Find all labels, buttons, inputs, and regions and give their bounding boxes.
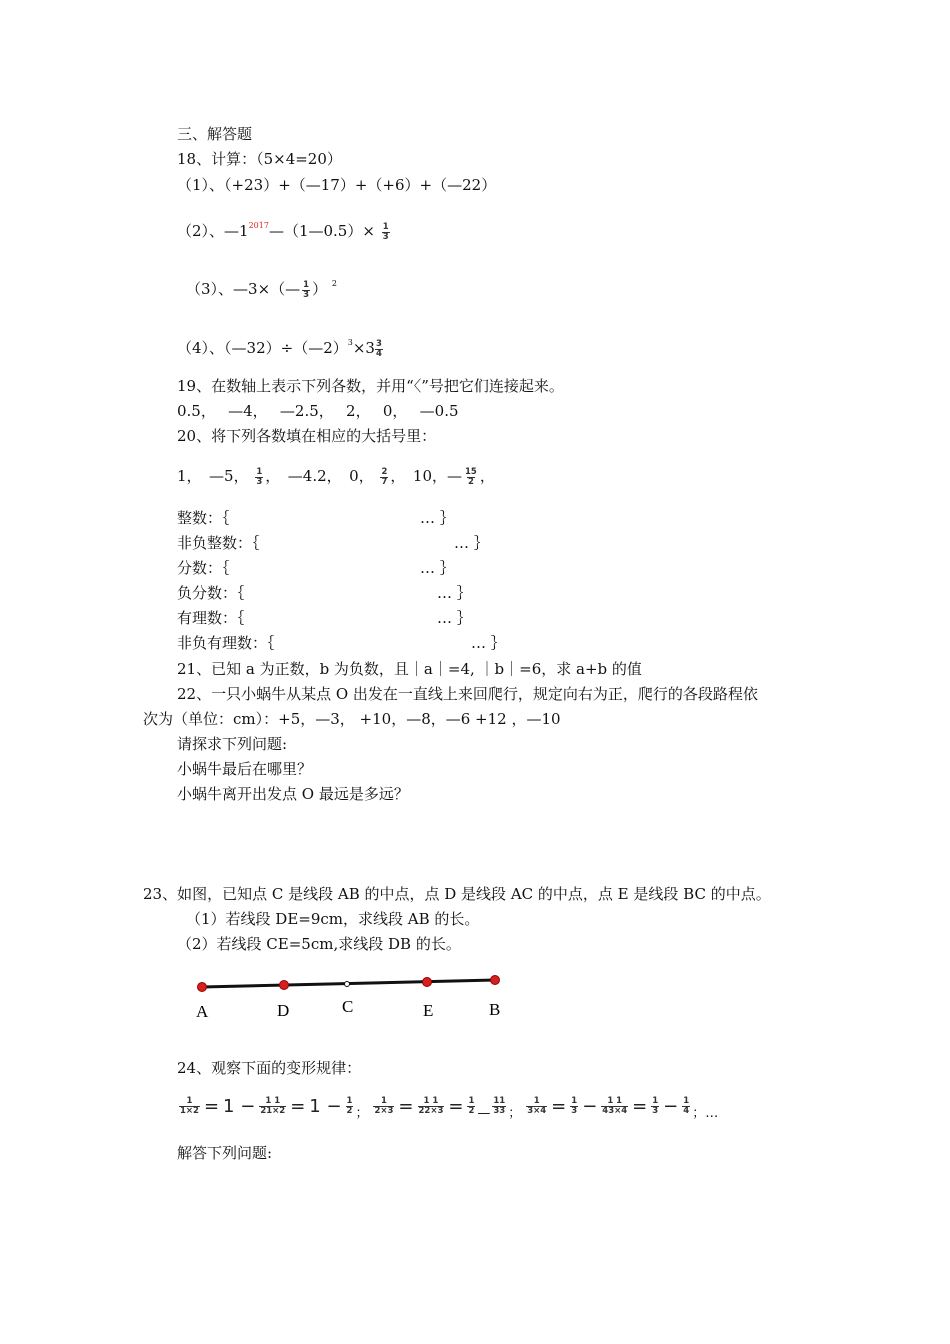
q20-text: 20、将下列各数填在相应的大括号里： [177, 427, 437, 445]
fraction: $\frac{15}{2}$ [465, 466, 477, 487]
q22-line2: 次为（单位：cm）：+5，—3， +10，—8，—6 +12 ，—10 [143, 710, 561, 728]
point-d [280, 981, 289, 990]
q19-numbers: 0.5， —4， —2.5， 2， 0， —0.5 [177, 402, 459, 420]
fraction: $\frac{1}{3}$ [303, 279, 310, 300]
fraction: $\frac{3}{4}$ [375, 338, 382, 359]
q24-equations: $\frac{1}{1\times 2}$ = 1 − $\frac{1 1}{21\times 2}$ = 1 − $\frac{1}{2}$ ； $\frac{1}{2\times 3}$ = $\frac{1 1}{22\times 3}$ = $\frac{1}{2}$ — $\frac{11}{33}$ ； $\frac{1}{3\times 4}$ = $\frac{1}{3}$ − $\frac{1 1}{43\times 4}$ = $\frac{1}{3}$ − $\frac{1}{4}$ ；… [180, 1096, 719, 1121]
fraction: $\frac{1}{3}$ [382, 221, 389, 242]
set-neg-fractions: 负分数：｛ … ｝ [177, 584, 472, 602]
fraction: $\frac{11}{33}$ [493, 1096, 506, 1116]
label-b: B [489, 1000, 501, 1019]
q21-text: 21、已知 a 为正数，b 为负数，且｜a｜=4, ｜b｜=6，求 a+b 的值 [177, 660, 642, 678]
label-d: D [277, 1001, 290, 1020]
fraction: $\frac{1}{1\times 2}$ [180, 1096, 199, 1116]
point-c [345, 982, 350, 987]
fraction: $\frac{1}{3}$ [256, 466, 263, 487]
set-fractions: 分数：｛ … ｝ [177, 559, 455, 577]
fraction: $\frac{1}{2}$ [346, 1096, 353, 1116]
fraction: $\frac{1 1}{21\times 2}$ [260, 1096, 286, 1116]
point-b [491, 976, 500, 985]
set-rationals: 有理数：｛ … ｝ [177, 609, 472, 627]
q23-line3: （2）若线段 CE=5cm,求线段 DB 的长。 [177, 935, 461, 953]
q23-line1: 23、如图，已知点 C 是线段 AB 的中点，点 D 是线段 AC 的中点，点 E 是线段 BC 的中点。 [143, 885, 771, 903]
set-nonneg-rationals: 非负有理数：｛ … ｝ [177, 634, 506, 652]
label-a: A [196, 1002, 209, 1021]
q18-part3: （3）、—3×（— $\frac{1}{3}$ ） $^2$ [186, 279, 337, 300]
q18-heading: 18、计算：（5×4=20） [177, 150, 342, 168]
q22-line1: 22、一只小蜗牛从某点 O 出发在一直线上来回爬行，规定向右为正，爬行的各段路程依 [177, 685, 758, 703]
fraction: $\frac{1 1}{43\times 4}$ [602, 1096, 628, 1116]
fraction: $\frac{1 1}{22\times 3}$ [418, 1096, 444, 1116]
q18-part2: （2）、$—1^{2017}—(1—0.5)\times$ $\frac{1}{3}$ [177, 221, 389, 242]
q18-part4: （4）、（—32）÷（—2）$^3$×3 $\frac{3}{4}$ [177, 338, 382, 359]
label-e: E [423, 1001, 434, 1020]
point-e [423, 978, 432, 987]
point-a [198, 983, 207, 992]
fraction: $\frac{1}{3\times 4}$ [527, 1096, 547, 1116]
fraction: $\frac{1}{2}$ [468, 1096, 475, 1116]
q24-line1: 24、观察下面的变形规律： [177, 1059, 362, 1077]
fraction: $\frac{1}{2\times 3}$ [374, 1096, 394, 1116]
q20-numbers: 1， —5， $\frac{1}{3}$ ， —4.2， 0， $\frac{2}{7}$ ， 10，— $\frac{15}{2}$ ， [177, 466, 495, 487]
q18-part1: （1）、（+23）+（—17）+（+6）+（—22） [177, 176, 497, 194]
fraction: $\frac{1}{4}$ [683, 1096, 690, 1116]
q22-line5: 小蜗牛离开出发点 O 最远是多远？ [177, 785, 409, 803]
section-title: 三、解答题 [177, 125, 253, 143]
fraction: $\frac{1}{3}$ [571, 1096, 578, 1116]
q19-text: 19、在数轴上表示下列各数，并用“〈”号把它们连接起来。 [177, 377, 564, 395]
q23-line2: （1）若线段 DE=9cm，求线段 AB 的长。 [186, 910, 480, 928]
q24-line2: 解答下列问题: [177, 1144, 273, 1162]
segment-diagram [185, 962, 535, 1032]
set-integers: 整数：｛ … ｝ [177, 509, 455, 527]
q22-line4: 小蜗牛最后在哪里？ [177, 760, 313, 778]
label-c: C [342, 997, 354, 1016]
set-nonneg-integers: 非负整数：｛ … ｝ [177, 534, 489, 552]
fraction: $\frac{1}{3}$ [652, 1096, 659, 1116]
q22-line3: 请探求下列问题: [177, 735, 288, 753]
fraction: $\frac{2}{7}$ [381, 466, 388, 487]
